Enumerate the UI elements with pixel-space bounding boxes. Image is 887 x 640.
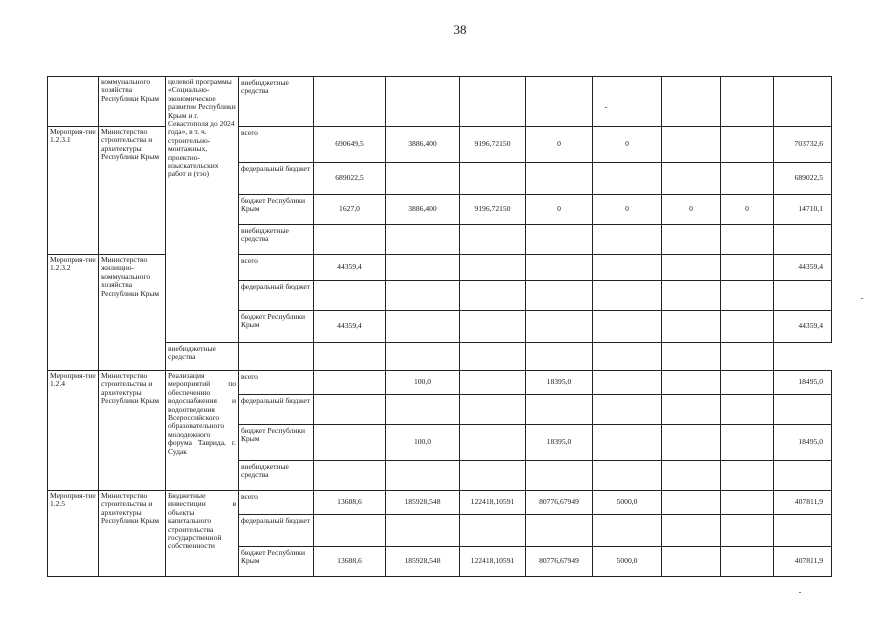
description-cell: Реализация мероприятий по обеспечению водоснабжения и водоотведения Всероссийского образовательного молодежного форума Таврида, г. Судак [166,371,239,491]
value-cell [460,163,526,195]
value-cell: 122418,10591 [460,491,526,515]
value-cell: 0 [593,195,662,225]
table-row [48,371,832,395]
measure-id-cell [48,77,99,127]
value-cell: 9196,72150 [460,127,526,163]
measure-id-cell: Мероприя-тие 1.2.3.1 [48,127,99,255]
value-cell: 1627,0 [314,195,386,225]
funding-source-cell: бюджет Республики Крым [239,547,314,577]
executor-cell: Министерство строительства и архитектуры Республики Крым [99,371,166,491]
scan-speck [605,107,607,108]
funding-source-cell: федеральный бюджет [239,515,314,547]
scan-speck [799,592,801,593]
funding-source-cell: всего [239,371,314,395]
measure-id-cell: Мероприя-тие 1.2.4 [48,371,99,491]
funding-source-cell: всего [239,491,314,515]
funding-source-cell: бюджет Республики Крым [239,195,314,225]
value-cell: 3886,400 [386,127,460,163]
funding-source-cell: бюджет Республики Крым [239,425,314,461]
value-cell: 100,0 [386,425,460,461]
value-cell [386,163,460,195]
value-cell [721,127,774,163]
value-cell: 0 [721,195,774,225]
value-cell [526,163,593,195]
value-cell: 80776,67949 [526,491,593,515]
funding-source-cell: внебюджетные средства [166,343,239,371]
value-cell: 100,0 [386,371,460,395]
value-cell [721,163,774,195]
value-cell: 44359,4 [314,255,386,281]
value-cell: 5000,0 [593,491,662,515]
table-row [48,127,832,163]
funding-source-cell: федеральный бюджет [239,281,314,311]
executor-cell: коммунального хозяйства Республики Крым [99,77,166,127]
executor-cell: Министерство строительства и архитектуры Республики Крым [99,491,166,577]
executor-cell: Министерство строительства и архитектуры Республики Крым [99,127,166,255]
value-cell: 3886,400 [386,195,460,225]
value-cell: 18395,0 [526,425,593,461]
total-cell: 14710,1 [774,195,832,225]
value-cell: 185928,548 [386,491,460,515]
funding-source-cell: всего [239,127,314,163]
value-cell [662,163,721,195]
table-row [48,491,832,515]
value-cell: 13688,6 [314,491,386,515]
value-cell: 13688,6 [314,547,386,577]
funding-source-cell: всего [239,255,314,281]
value-cell: 44359,4 [314,311,386,343]
value-cell: 0 [593,127,662,163]
program-funding-table [47,76,832,577]
table-row [48,255,832,281]
value-cell: 122418,10591 [460,547,526,577]
measure-id-cell: Мероприя-тие 1.2.5 [48,491,99,577]
total-cell: 44359,4 [774,311,832,343]
funding-source-cell: федеральный бюджет [239,395,314,425]
value-cell: 185928,548 [386,547,460,577]
total-cell: 407811,9 [774,491,832,515]
value-cell: 0 [526,195,593,225]
funding-source-cell: федеральный бюджет [239,163,314,195]
total-cell: 44359,4 [774,255,832,281]
total-cell: 407811,9 [774,547,832,577]
total-cell: 703732,6 [774,127,832,163]
funding-source-cell: внебюджетные средства [239,461,314,491]
measure-id-cell: Мероприя-тие 1.2.3.2 [48,255,99,371]
page-number: 38 [453,22,467,37]
value-cell: 689022,5 [314,163,386,195]
value-cell: 80776,67949 [526,547,593,577]
description-cell: Бюджетные инвестиции в объекты капитального строительства государственной собственности [166,491,239,577]
table-row [48,77,832,127]
funding-source-cell: внебюджетные средства [239,77,314,127]
total-cell: 18495,0 [774,371,832,395]
description-cell: целевой программы «Социально-экономическое развитие Республики Крым и г. Севастополя до 2024 года», в т. ч. строительно-монтажных, проектно-изыскательских работ и (тэо) [166,77,239,343]
scan-speck [861,298,863,299]
value-cell: 5000,0 [593,547,662,577]
table-row [48,343,832,371]
executor-cell: Министерство жилищно-коммунального хозяйства Республики Крым [99,255,166,371]
funding-source-cell: внебюджетные средства [239,225,314,255]
funding-source-cell: бюджет Республики Крым [239,311,314,343]
total-cell: 689022,5 [774,163,832,195]
value-cell: 9196,72150 [460,195,526,225]
value-cell: 690649,5 [314,127,386,163]
total-cell: 18495,0 [774,425,832,461]
value-cell [662,127,721,163]
value-cell: 0 [662,195,721,225]
value-cell: 0 [526,127,593,163]
value-cell [593,163,662,195]
value-cell: 18395,0 [526,371,593,395]
